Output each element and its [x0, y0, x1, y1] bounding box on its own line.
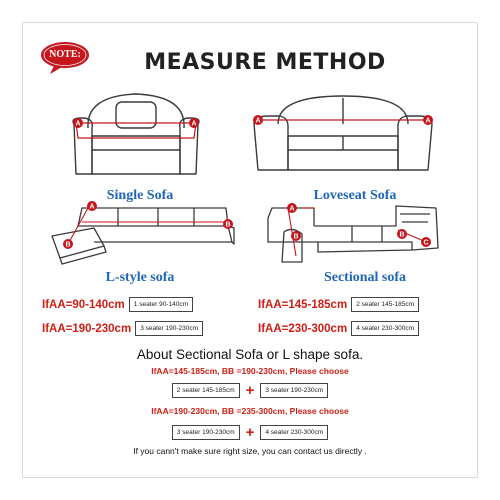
range-row-4-seater	[258, 321, 419, 336]
note-label: NOTE:	[49, 49, 81, 60]
seater-box: 4 seater 230-300cm	[351, 321, 419, 336]
marker-a-right: A	[191, 120, 197, 128]
marker-c: C	[423, 239, 429, 247]
choice-2-combo	[40, 425, 460, 440]
page-title: MEASURE METHOD	[144, 50, 386, 75]
range-label: IfAA=90-140cm	[42, 298, 125, 311]
range-row-2-seater	[258, 297, 419, 312]
loveseat-sofa-illustration	[248, 90, 438, 182]
marker-a-left: A	[75, 120, 81, 128]
seater-box: 2 seater 145-185cm	[351, 297, 419, 312]
seater-box: 2 seater 145-185cm	[172, 383, 240, 398]
marker-a-right: A	[425, 117, 431, 125]
marker-a: A	[289, 205, 295, 213]
marker-a: A	[89, 203, 95, 211]
plus-icon: +	[245, 424, 255, 441]
seater-box: 3 seater 190-230cm	[260, 383, 328, 398]
choice-1-text: IfAA=145-185cm, BB =190-230cm, Please choose	[151, 366, 349, 376]
plus-icon: +	[245, 382, 255, 399]
sectional-sofa-illustration	[262, 196, 442, 268]
sectional-section-title: About Sectional Sofa or L shape sofa.	[136, 347, 364, 362]
range-label: IfAA=145-185cm	[258, 298, 348, 311]
note-badge	[40, 40, 90, 76]
marker-b: B	[293, 233, 299, 241]
marker-b-right: B	[399, 231, 405, 239]
seater-box: 3 seater 190-230cm	[172, 425, 240, 440]
choice-2-text: IfAA=190-230cm, BB =235-300cm, Please choose	[151, 406, 349, 416]
single-sofa-label: Single Sofa	[106, 188, 174, 203]
marker-a-left: A	[255, 117, 261, 125]
seater-box: 4 seater 230-300cm	[260, 425, 328, 440]
seater-box: 1 seater 90-140cm	[129, 297, 193, 312]
marker-b-right: B	[225, 221, 231, 229]
l-style-sofa-illustration	[38, 198, 238, 270]
sectional-sofa-label: Sectional sofa	[323, 270, 407, 285]
range-label: IfAA=230-300cm	[258, 322, 348, 335]
choice-1-combo	[40, 383, 460, 398]
range-row-3-seater	[42, 321, 203, 336]
marker-b: B	[65, 241, 71, 249]
footer-contact-note: If you cann't make sure right size, you can contact us directly .	[133, 446, 367, 456]
l-style-sofa-label: L-style sofa	[105, 270, 175, 285]
single-sofa-illustration	[66, 88, 206, 180]
range-label: IfAA=190-230cm	[42, 322, 132, 335]
loveseat-sofa-label: Loveseat Sofa	[313, 188, 397, 203]
range-row-1-seater	[42, 297, 193, 312]
seater-box: 3 seater 190-230cm	[135, 321, 203, 336]
